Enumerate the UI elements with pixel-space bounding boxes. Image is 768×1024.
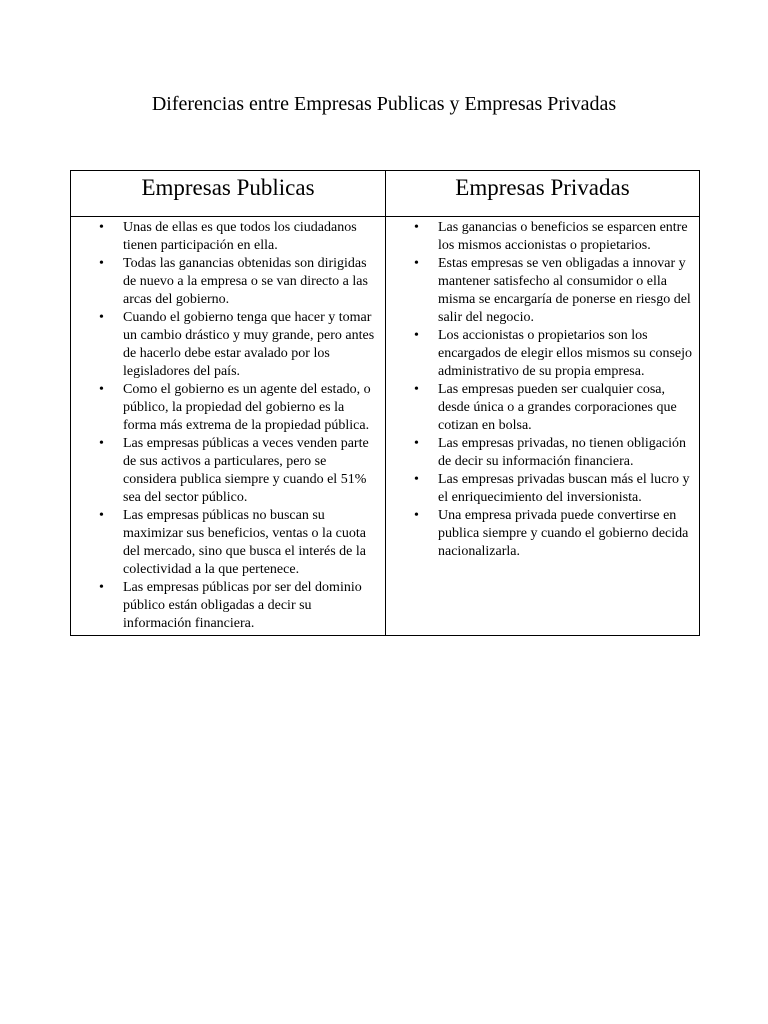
- list-item: • Unas de ellas es que todos los ciudadanos tienen participación en ella.: [77, 219, 379, 255]
- table-row: [71, 217, 700, 636]
- table-header-row: [71, 171, 700, 217]
- list-item: • Como el gobierno es un agente del estado, o público, la propiedad del gobierno es la forma más extrema de la propiedad pública.: [77, 381, 379, 435]
- column-header-privadas: Empresas Privadas: [386, 171, 700, 217]
- list-item: • Cuando el gobierno tenga que hacer y tomar un cambio drástico y muy grande, pero antes de hacerlo debe estar avalado por los legisladores del país.: [77, 309, 379, 381]
- publicas-list: [77, 219, 379, 633]
- privadas-list: [392, 219, 693, 561]
- list-item: • Una empresa privada puede convertirse en publica siempre y cuando el gobierno decida nacionalizarla.: [392, 507, 693, 561]
- column-header-publicas: Empresas Publicas: [71, 171, 386, 217]
- list-item: • Todas las ganancias obtenidas son dirigidas de nuevo a la empresa o se van directo a las arcas del gobierno.: [77, 255, 379, 309]
- list-item: • Las empresas privadas buscan más el lucro y el enriquecimiento del inversionista.: [392, 471, 693, 507]
- list-item: • Los accionistas o propietarios son los encargados de elegir ellos mismos su consejo administrativo de su propia empresa.: [392, 327, 693, 381]
- page-title: Diferencias entre Empresas Publicas y Empresas Privadas: [151, 93, 617, 115]
- list-item: • Las ganancias o beneficios se esparcen entre los mismos accionistas o propietarios.: [392, 219, 693, 255]
- list-item: • Las empresas privadas, no tienen obligación de decir su información financiera.: [392, 435, 693, 471]
- publicas-cell: [71, 217, 386, 636]
- privadas-cell: [386, 217, 700, 636]
- list-item: • Las empresas pueden ser cualquier cosa, desde única o a grandes corporaciones que cotizan en bolsa.: [392, 381, 693, 435]
- list-item: • Las empresas públicas por ser del dominio público están obligadas a decir su información financiera.: [77, 579, 379, 633]
- list-item: • Estas empresas se ven obligadas a innovar y mantener satisfecho al consumidor o ella misma se encargaría de ponerse en riesgo del salir del negocio.: [392, 255, 693, 327]
- list-item: • Las empresas públicas no buscan su maximizar sus beneficios, ventas o la cuota del mercado, sino que busca el interés de la colectividad a la que pertenece.: [77, 507, 379, 579]
- list-item: • Las empresas públicas a veces venden parte de sus activos a particulares, pero se considera publica siempre y cuando el 51% sea del sector público.: [77, 435, 379, 507]
- comparison-table: [70, 170, 700, 636]
